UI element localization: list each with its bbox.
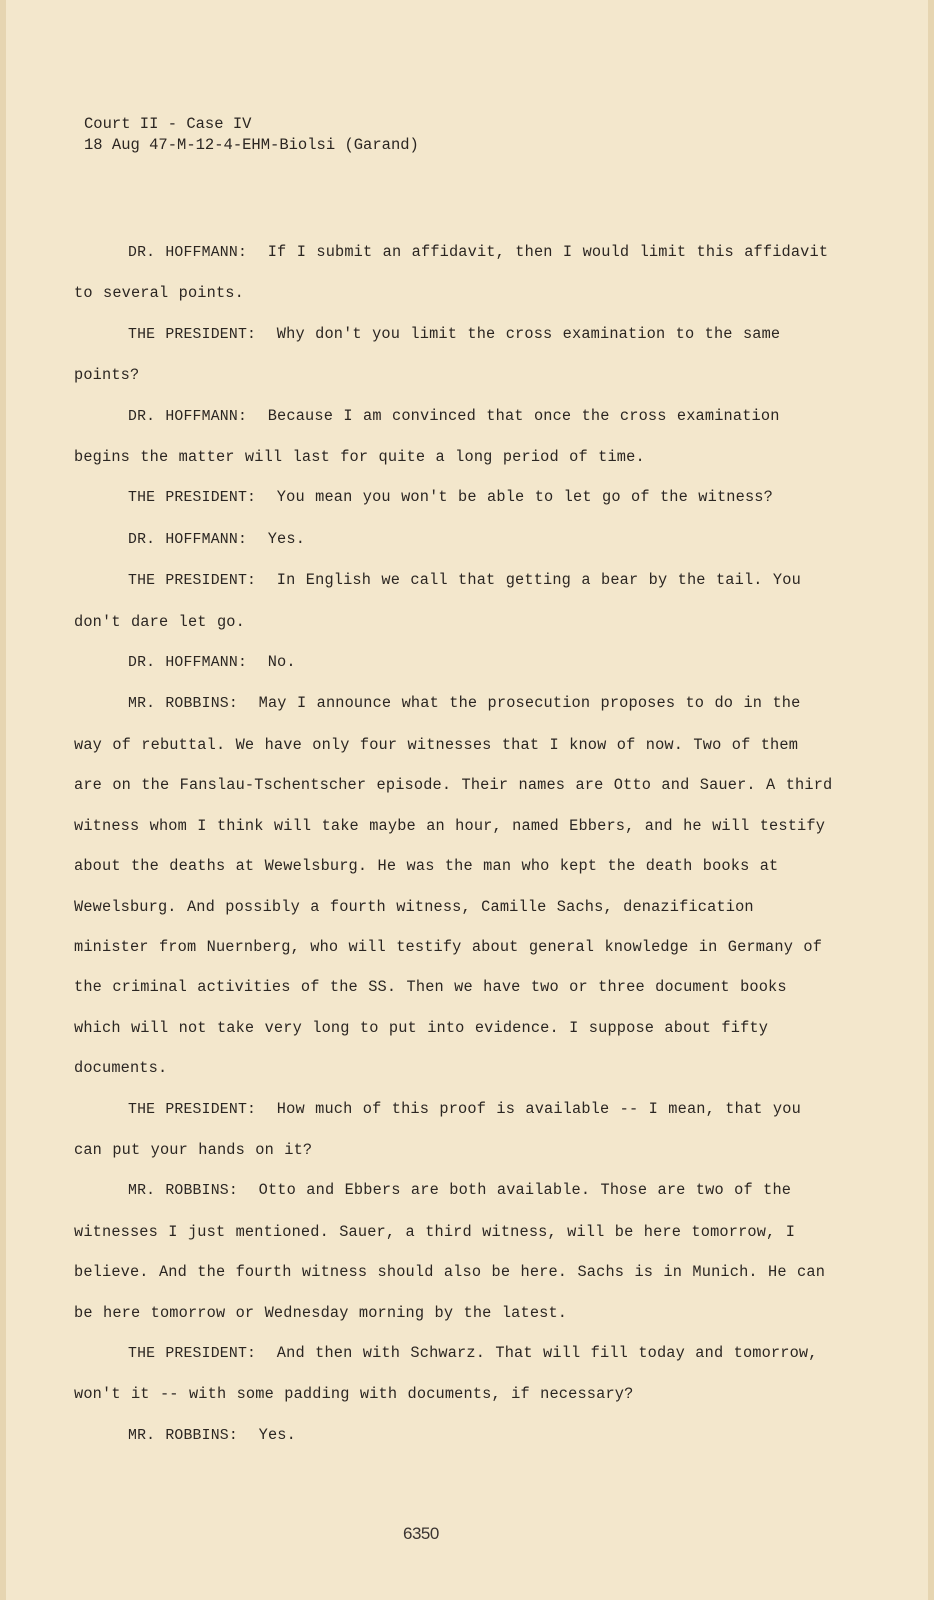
speaker-name: DR. HOFFMANN: (128, 655, 248, 672)
speaker-name: MR. ROBBINS: (128, 696, 238, 713)
speech-text: If I submit an affidavit, then I would limit this affidavit to several points. (74, 243, 829, 303)
speaker-name: THE PRESIDENT: (128, 326, 257, 343)
page-edge-right (928, 0, 934, 1600)
dialogue-paragraph (74, 519, 834, 560)
speaker-name: THE PRESIDENT: (128, 490, 257, 507)
speech-text: May I announce what the prosecution proposes to do in the way of rebuttal. We have only four witnesses that I know of now. Two of them are on the Fanslau-Tschentscher episode. Their names are Otto and Sauer. A third witness whom I think will take maybe an hour, named Ebbers, and he will testify about the deaths at Wewelsburg. He was the man who kept the death books at Wewelsburg. And possibly a fourth witness, Camille Sachs, denazification minister from Nuernberg, who will testify about general knowledge in Germany of the criminal activities of the SS. Then we have two or three document books which will not take very long to put into evidence. I suppose about fifty documents. (74, 694, 833, 1078)
page-number: 6350 (403, 1524, 439, 1543)
speech-text: Yes. (258, 1425, 296, 1444)
speech-text: In English we call that getting a bear by the tail. You don't dare let go. (74, 571, 801, 631)
header-date-reference: 18 Aug 47-M-12-4-EHM-Biolsi (Garand) (84, 136, 419, 154)
dialogue-paragraph (74, 477, 834, 518)
dialogue-paragraph (74, 1170, 834, 1333)
speech-text: Because I am convinced that once the cross examination begins the matter will last for quite a long period of time. (74, 406, 780, 467)
speech-text: Yes. (267, 529, 306, 548)
speech-text: How much of this proof is available -- I mean, that you can put your hands on it? (74, 1099, 801, 1159)
speech-text: No. (267, 653, 296, 672)
header-court-case: Court II - Case IV (84, 115, 252, 133)
dialogue-paragraph (74, 683, 834, 1088)
dialogue-paragraph (74, 560, 834, 642)
speech-text: And then with Schwarz. That will fill today and tomorrow, won't it -- with some padding with documents, if necessary? (74, 1343, 818, 1404)
dialogue-paragraph (74, 1415, 834, 1456)
dialogue-paragraph (74, 314, 834, 396)
speech-text: Why don't you limit the cross examination to the same points? (74, 324, 781, 385)
page-edge-left (0, 0, 6, 1600)
transcript-body (74, 232, 834, 1456)
speaker-name: DR. HOFFMANN: (128, 408, 248, 425)
speech-text: You mean you won't be able to let go of the witness? (276, 488, 773, 507)
speaker-name: THE PRESIDENT: (128, 1101, 257, 1118)
dialogue-paragraph (74, 396, 834, 478)
speaker-name: DR. HOFFMANN: (128, 531, 248, 548)
dialogue-paragraph (74, 1333, 834, 1415)
speaker-name: THE PRESIDENT: (128, 573, 257, 590)
dialogue-paragraph (74, 1089, 834, 1171)
speech-text: Otto and Ebbers are both available. Those are two of the witnesses I just mentioned. Sauer, a third witness, will be here tomorrow, I believe. And the fourth witness should also be here. Sachs is in Munich. He can be here tomorrow or Wednesday morning by the latest. (74, 1181, 826, 1322)
speaker-name: THE PRESIDENT: (128, 1345, 257, 1362)
dialogue-paragraph (74, 232, 834, 314)
dialogue-paragraph (74, 642, 834, 683)
speaker-name: DR. HOFFMANN: (128, 245, 248, 261)
speaker-name: MR. ROBBINS: (128, 1183, 238, 1200)
speaker-name: MR. ROBBINS: (128, 1427, 238, 1444)
case-header (84, 114, 419, 156)
